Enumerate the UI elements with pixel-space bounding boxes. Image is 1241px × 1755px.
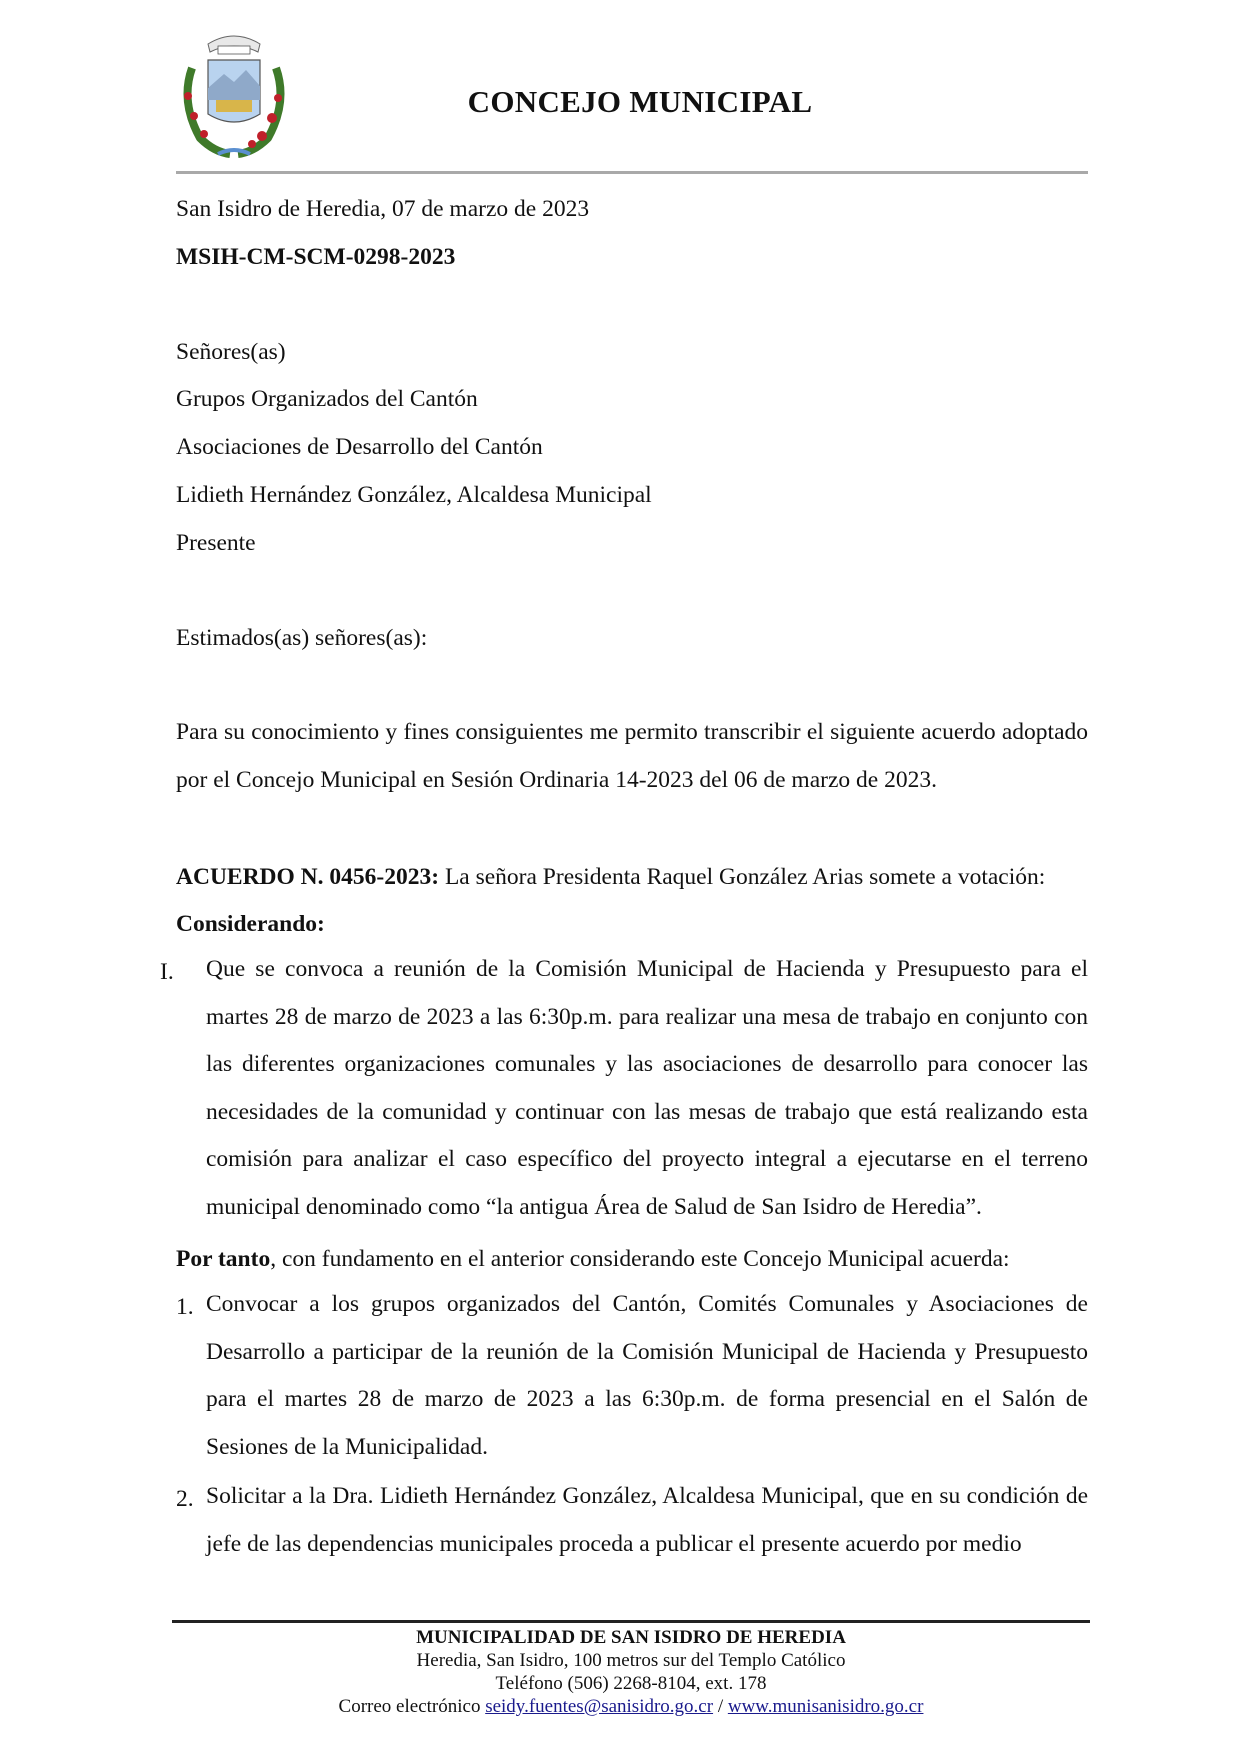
resolution-item: Solicitar a la Dra. Lidieth Hernández González, Alcaldesa Municipal, que en su condición de jefe de las dependencias municipales proceda a publicar el presente acuerdo por medio [206,1483,1088,1557]
footer-email-label: Correo electrónico [338,1696,486,1717]
header-divider [176,171,1088,174]
agreement-line [176,864,1045,891]
therefore-line [176,1246,1010,1273]
coat-of-arms-icon [178,26,290,170]
therefore-text: , con fundamento en el anterior considerando este Concejo Municipal acuerda: [270,1246,1010,1272]
recipient-line: Asociaciones de Desarrollo del Cantón [176,434,543,460]
date-line: San Isidro de Heredia, 07 de marzo de 2023 [176,196,590,222]
reference-number: MSIH-CM-SCM-0298-2023 [176,244,456,270]
list-marker: 2. [176,1486,194,1512]
list-marker: 1. [176,1294,194,1320]
resolution-item: Convocar a los grupos organizados del Cantón, Comités Comunales y Asociaciones de Desarrollo a participar de la reunión de la Comisión Municipal de Hacienda y Presupuesto para el martes 28 de marzo de 2023 a las 6:30p.m. de forma presencial en el Salón de Sesiones de la Municipalidad. [206,1291,1088,1460]
agreement-text: La señora Presidenta Raquel González Arias somete a votación: [439,864,1046,890]
list-marker: I. [160,959,174,985]
salutation: Estimados(as) señores(as): [176,625,428,651]
footer-address: Heredia, San Isidro, 100 metros sur del Templo Católico [416,1650,846,1671]
recipient-line: Señores(as) [176,339,286,365]
therefore-label: Por tanto [176,1246,271,1272]
recipient-line: Lidieth Hernández González, Alcaldesa Municipal [176,482,652,508]
footer-separator: / [713,1696,728,1717]
recipient-line: Grupos Organizados del Cantón [176,386,478,412]
consideration-item: Que se convoca a reunión de la Comisión Municipal de Hacienda y Presupuesto para el martes 28 de marzo de 2023 a las 6:30p.m. para realizar una mesa de trabajo en conjunto con las diferentes organizaciones comunales y las asociaciones de desarrollo para conocer las necesidades de la comunidad y continuar con las mesas de trabajo que está realizando esta comisión para analizar el caso específico del proyecto integral a ejecutarse en el terreno municipal denominado como “la antigua Área de Salud de San Isidro de Heredia”. [206,956,1088,1220]
footer-website-link[interactable]: www.munisanisidro.go.cr [727,1696,924,1717]
footer-phone: Teléfono (506) 2268-8104, ext. 178 [495,1673,767,1694]
page-title: CONCEJO MUNICIPAL [467,84,813,119]
intro-paragraph: Para su conocimiento y fines consiguientes me permito transcribir el siguiente acuerdo adoptado por el Concejo Municipal en Sesión Ordinaria 14-2023 del 06 de marzo de 2023. [176,719,1088,793]
considering-label: Considerando: [176,911,325,937]
footer-email-link[interactable]: seidy.fuentes@sanisidro.go.cr [485,1696,714,1717]
footer-contact [172,1696,1090,1718]
recipient-line: Presente [176,530,256,556]
footer-divider [172,1620,1090,1623]
footer-org: MUNICIPALIDAD DE SAN ISIDRO DE HEREDIA [416,1627,846,1648]
agreement-label: ACUERDO N. 0456-2023: [176,864,440,890]
